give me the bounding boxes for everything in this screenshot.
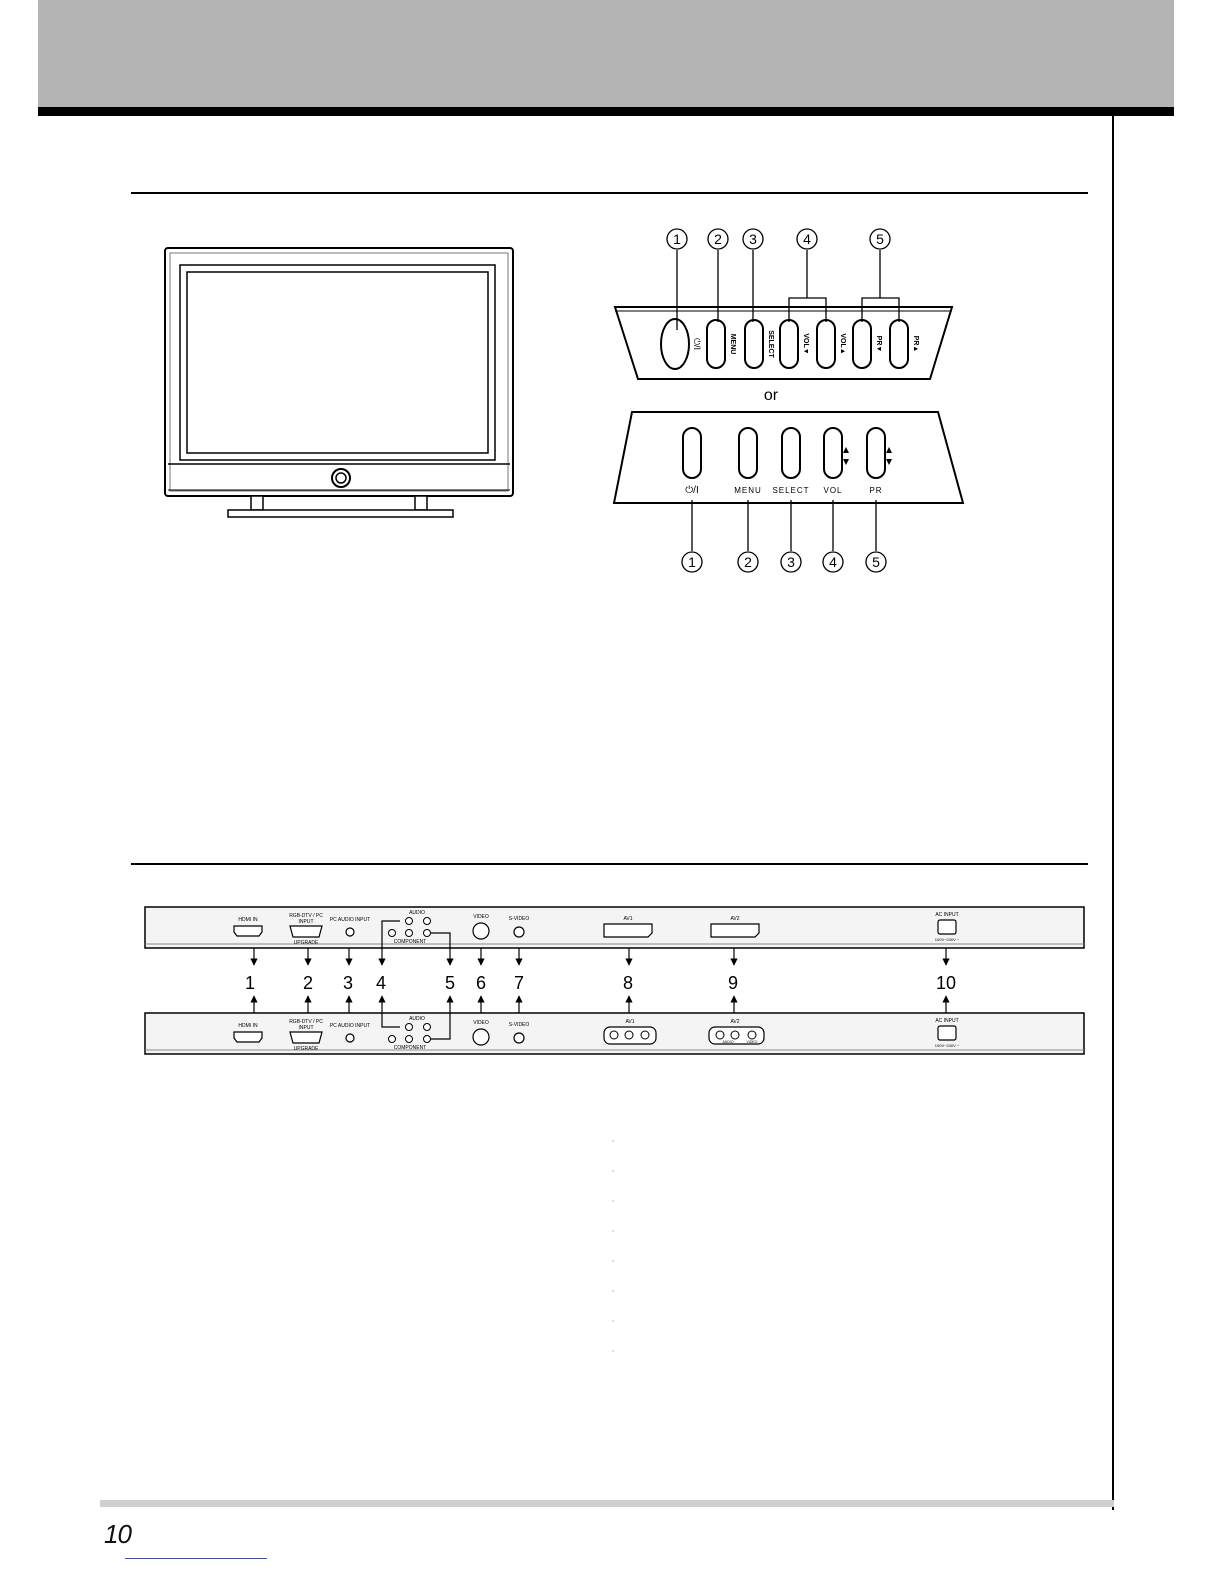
vol-down-label-a: VOL▼ [802, 333, 809, 355]
select-button-a [745, 320, 763, 368]
svg-text:VIDEO: VIDEO [473, 1020, 489, 1026]
svg-text:RGB-DTV / PC: RGB-DTV / PC [289, 1019, 323, 1025]
vol-label-b: VOL [823, 486, 843, 495]
tv-stand-base [228, 510, 453, 517]
svg-text:UPGRADE: UPGRADE [293, 1046, 319, 1052]
svg-text:4: 4 [803, 231, 811, 247]
hdmi-label-a: HDMI IN [238, 917, 258, 923]
video-jack-icon [473, 923, 489, 939]
tv-front-illustration [165, 248, 513, 517]
power-label-a: ⏻/I [692, 337, 702, 351]
vol-up-label-a: VOL▲ [839, 333, 846, 355]
pr-down-label-a: PR▼ [875, 335, 882, 353]
svg-text:AV2: AV2 [730, 916, 740, 922]
rear-callout-4: 4 [375, 973, 387, 993]
svg-text:INPUT: INPUT [298, 1025, 314, 1031]
pr-up-button-a [890, 320, 908, 368]
svg-text:5: 5 [876, 231, 884, 247]
page-number: 10 [104, 1519, 131, 1549]
svg-text:100V~240V ~: 100V~240V ~ [934, 1043, 960, 1048]
pc-audio-jack-icon [346, 928, 354, 936]
callout-bottom-5 [866, 552, 886, 572]
rear-callout-3: 3 [342, 973, 354, 993]
callout-bottom-3 [781, 552, 801, 572]
svg-text:VIDEO: VIDEO [746, 1040, 758, 1044]
rear-callout-numbers [245, 973, 956, 993]
footer-rule [100, 1500, 1114, 1507]
svg-text:100V~240V ~: 100V~240V ~ [934, 937, 960, 942]
svg-text:AUDIO: AUDIO [409, 910, 425, 916]
select-label-a: SELECT [767, 330, 774, 358]
select-label-b: SELECT [772, 486, 810, 495]
rear-callout-1: 1 [244, 973, 256, 993]
svg-text:3: 3 [749, 231, 757, 247]
rear-callout-6: 6 [475, 973, 487, 993]
vol-down-button-a [780, 320, 798, 368]
menu-label-b: MENU [734, 486, 762, 495]
svg-text:S-VIDEO: S-VIDEO [508, 1022, 530, 1028]
svg-text:HDMI IN: HDMI IN [238, 1023, 258, 1029]
svg-text:COMPONENT: COMPONENT [393, 939, 427, 945]
svg-text:2: 2 [744, 554, 752, 570]
rear-callout-2: 2 [302, 973, 314, 993]
svg-text:AV1: AV1 [623, 916, 633, 922]
rear-callout-7: 7 [513, 973, 525, 993]
svg-text:VIDEO: VIDEO [473, 914, 489, 920]
rear-callout-10: 10 [935, 973, 957, 993]
vga-port-icon [290, 926, 322, 937]
pr-down-button-a [853, 320, 871, 368]
svg-text:AV2: AV2 [730, 1019, 740, 1025]
svg-text:COMPONENT: COMPONENT [393, 1045, 427, 1051]
rear-callout-5: 5 [444, 973, 456, 993]
menu-label-a: MENU [729, 333, 736, 355]
callout-bottom-1 [682, 552, 702, 572]
callout-top-2 [708, 229, 728, 249]
svg-text:PC AUDIO INPUT: PC AUDIO INPUT [329, 1023, 371, 1029]
scart-av1-icon [604, 924, 652, 937]
callout-top-4 [797, 229, 817, 249]
svg-text:AC INPUT: AC INPUT [935, 912, 959, 918]
svg-text:4: 4 [829, 554, 837, 570]
pc-audio-label-a: PC AUDIO INPUT [329, 917, 371, 923]
rear-panel-variant-a [145, 907, 1084, 948]
svg-text:AUDIO: AUDIO [722, 1040, 734, 1044]
tv-stand-leg-left [251, 496, 263, 510]
power-button-a [661, 319, 689, 369]
svg-text:2: 2 [714, 231, 722, 247]
callout-bottom-2 [738, 552, 758, 572]
hdmi-port-icon [234, 926, 262, 936]
svg-text:INPUT: INPUT [298, 919, 314, 925]
svg-text:S-VIDEO: S-VIDEO [508, 916, 530, 922]
menu-button-a [707, 320, 725, 368]
control-panel-variant-a [615, 229, 952, 379]
svg-text:AUDIO: AUDIO [409, 1016, 425, 1022]
tv-stand-leg-right [415, 496, 427, 510]
control-panel-variant-b [614, 412, 963, 572]
svg-text:1: 1 [688, 554, 696, 570]
ac-power-socket-icon [938, 920, 956, 934]
power-button-b [683, 428, 701, 478]
pr-label-b: PR [869, 486, 883, 495]
vol-up-button-a [817, 320, 835, 368]
callout-top-5 [870, 229, 890, 249]
svg-text:AC INPUT: AC INPUT [935, 1018, 959, 1024]
footer-link-underline[interactable] [125, 1558, 267, 1559]
rear-panel-variant-b [145, 1013, 1084, 1054]
svg-text:AV1: AV1 [625, 1019, 635, 1025]
svideo-jack-icon [514, 927, 524, 937]
pr-button-b [867, 428, 885, 478]
or-label: or [763, 387, 779, 404]
vol-button-b [824, 428, 842, 478]
callout-top-1 [667, 229, 687, 249]
callout-top-3 [743, 229, 763, 249]
svg-text:3: 3 [787, 554, 795, 570]
rgb-label-a: RGB-DTV / PC [289, 913, 323, 919]
svg-text:5: 5 [872, 554, 880, 570]
tv-screen [187, 272, 488, 453]
svg-text:1: 1 [673, 231, 681, 247]
rear-callout-9: 9 [727, 973, 739, 993]
scart-av2-icon [711, 924, 759, 937]
menu-button-b [739, 428, 757, 478]
power-label-b: ⏻/I [685, 485, 699, 496]
callout-bottom-4 [823, 552, 843, 572]
select-button-b [782, 428, 800, 478]
svg-text:UPGRADE: UPGRADE [293, 940, 319, 946]
pr-up-label-a: PR▲ [912, 335, 919, 353]
rear-callout-8: 8 [622, 973, 634, 993]
